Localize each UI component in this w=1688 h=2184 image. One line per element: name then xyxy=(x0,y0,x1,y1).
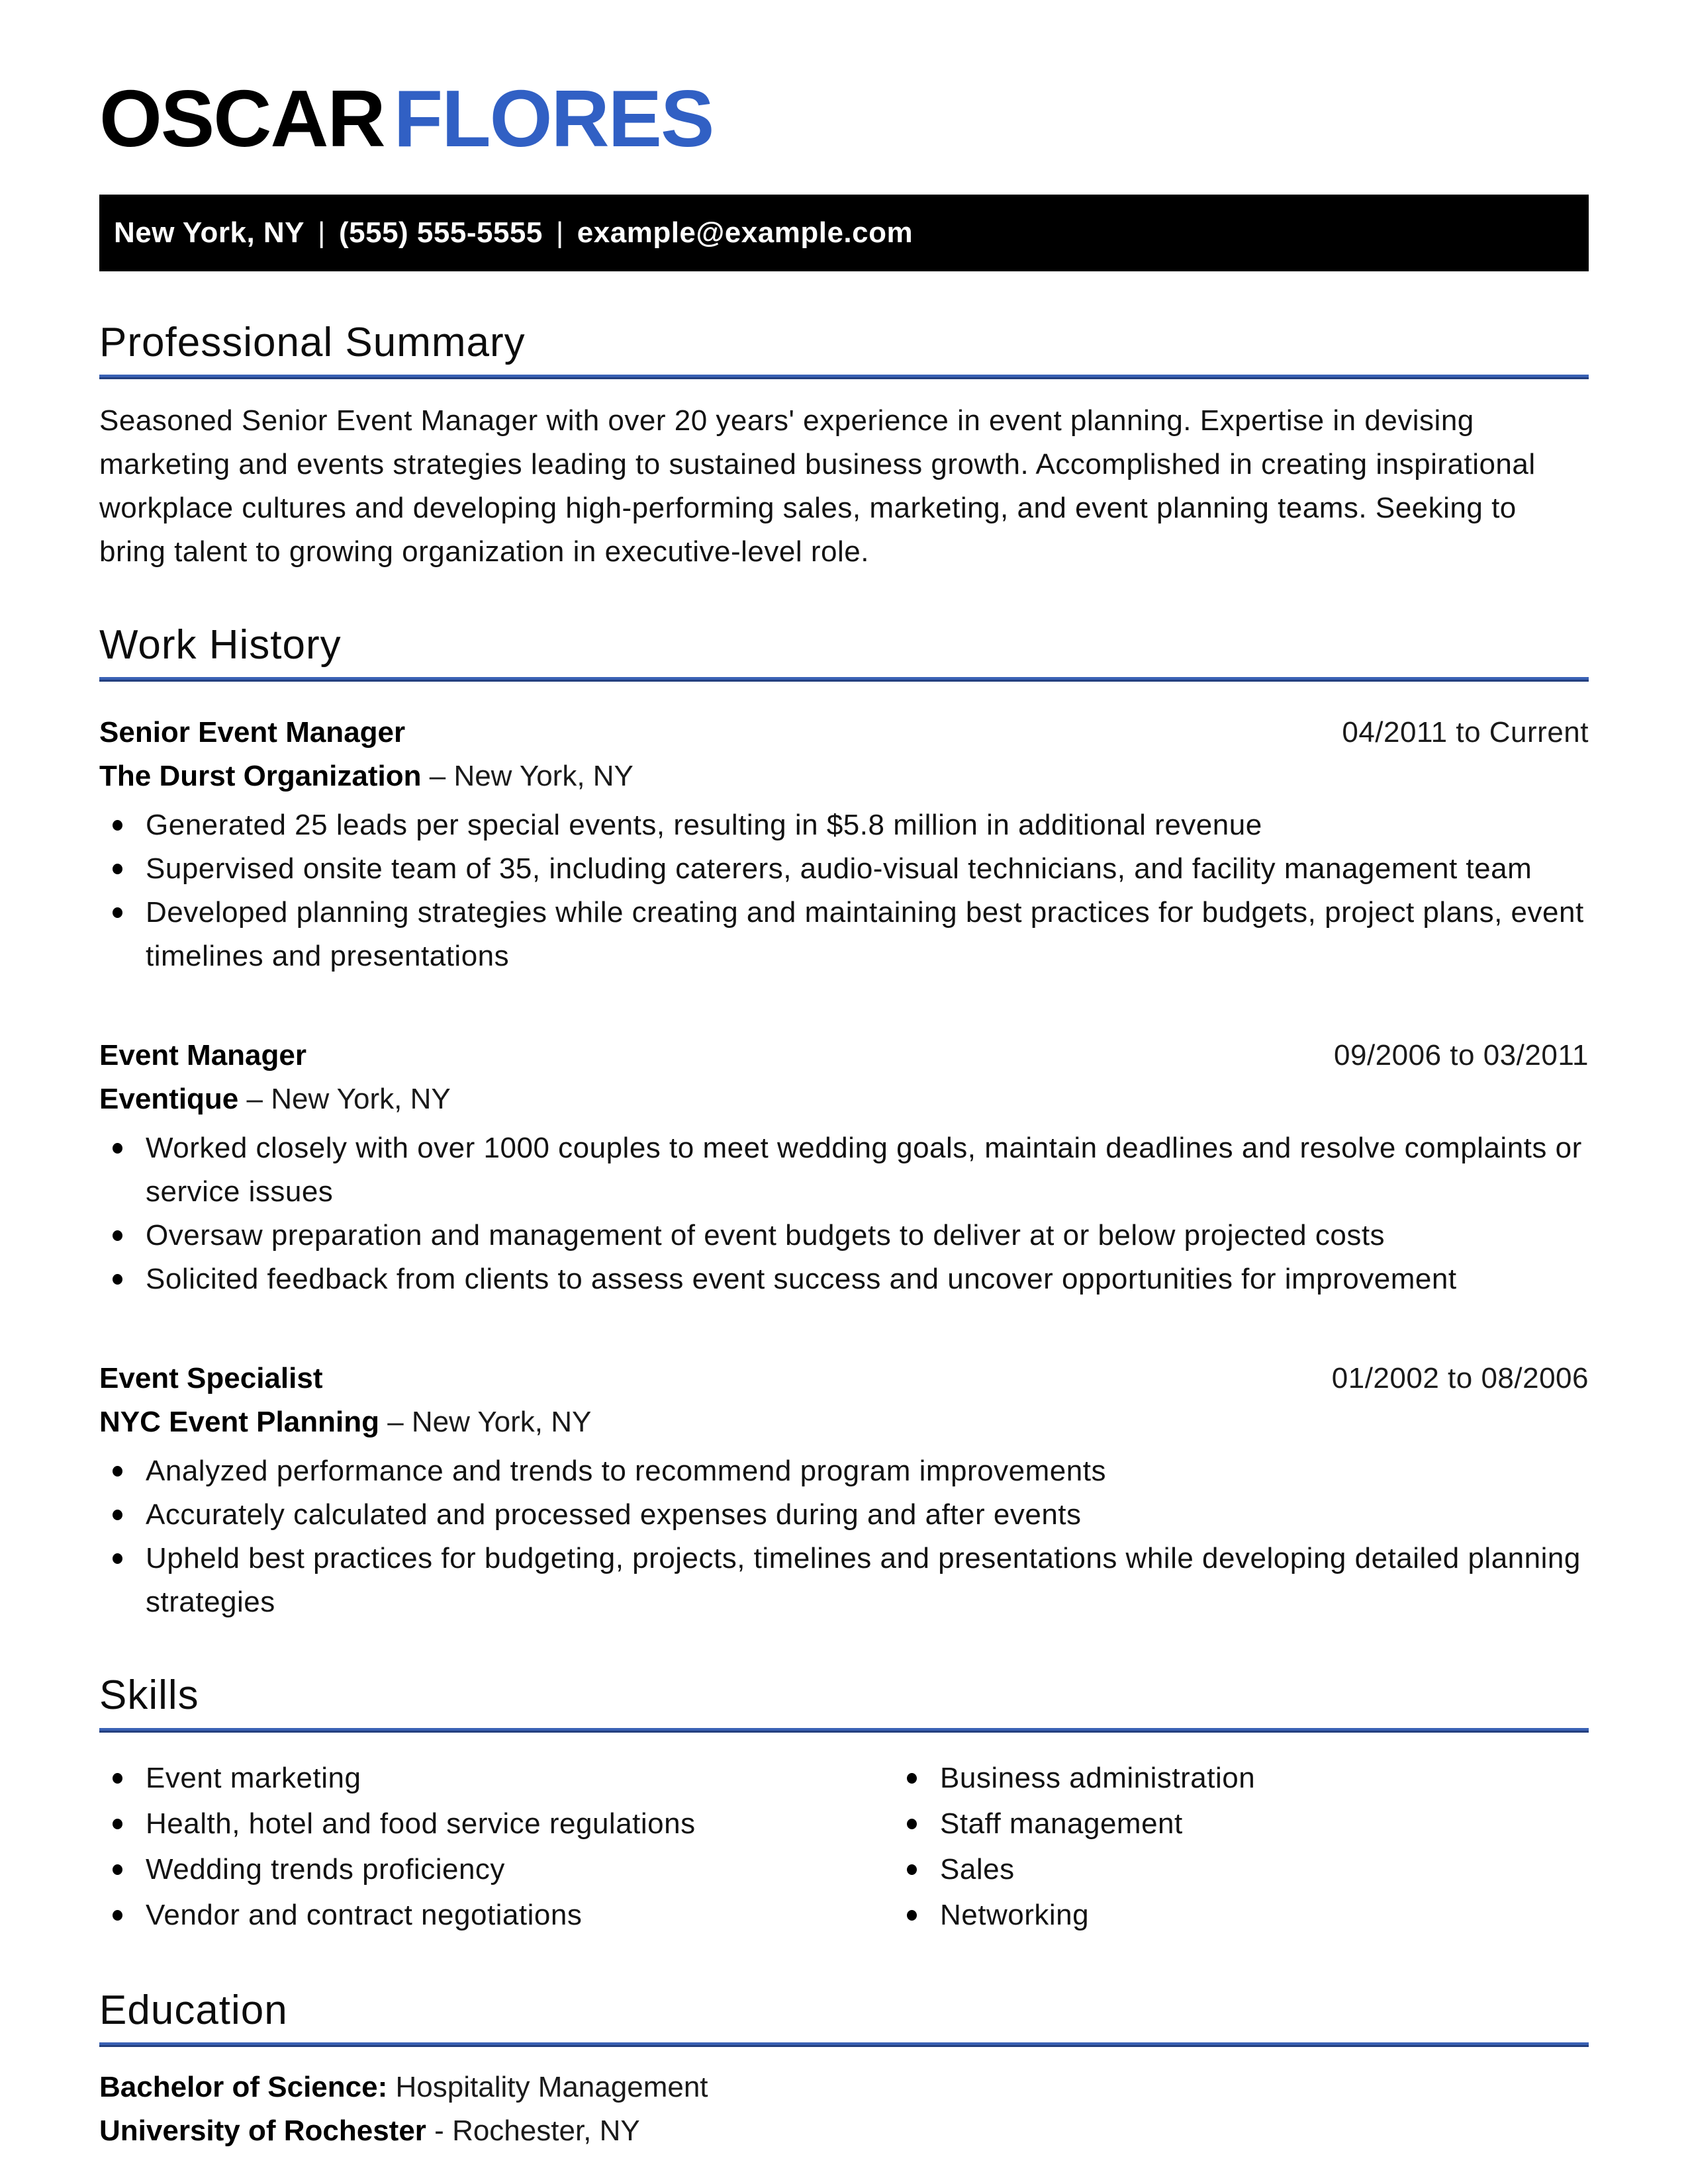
job-bullet: Oversaw preparation and management of event budgets to deliver at or below projected costs xyxy=(146,1214,1589,1257)
job-bullet: Upheld best practices for budgeting, projects, timelines and presentations while developing detailed planning strategies xyxy=(146,1537,1589,1624)
contact-separator: | xyxy=(318,216,326,249)
job-employer-line xyxy=(99,754,1589,798)
job-bullet-list xyxy=(99,1449,1589,1624)
job-title: Event Specialist xyxy=(99,1362,323,1395)
job-dates: 04/2011 to Current xyxy=(1342,716,1589,749)
job-header xyxy=(99,1357,1589,1400)
education-degree-field: Hospitality Management xyxy=(395,2070,708,2103)
employer-separator: – xyxy=(387,1406,404,1439)
education-school-location: Rochester, NY xyxy=(452,2114,640,2147)
skill-item: Vendor and contract negotiations xyxy=(146,1893,894,1937)
skill-item: Staff management xyxy=(940,1802,1589,1846)
skill-item: Business administration xyxy=(940,1756,1589,1800)
job-employer: The Durst Organization xyxy=(99,760,422,793)
job-list xyxy=(99,711,1589,1624)
job-header xyxy=(99,711,1589,754)
section-education xyxy=(99,1988,1589,2153)
job-dates: 01/2002 to 08/2006 xyxy=(1331,1362,1589,1395)
contact-location: New York, NY xyxy=(114,216,305,249)
skills-grid xyxy=(99,1756,1589,1939)
job-bullet: Accurately calculated and processed expenses during and after events xyxy=(146,1493,1589,1537)
employer-separator: – xyxy=(429,760,446,793)
job-entry-event-manager xyxy=(99,1034,1589,1301)
job-bullet-list xyxy=(99,803,1589,978)
job-title: Event Manager xyxy=(99,1039,306,1072)
education-entry xyxy=(99,2066,1589,2153)
section-skills xyxy=(99,1673,1589,1938)
section-title-education: Education xyxy=(99,1987,288,2033)
skills-column-right xyxy=(894,1756,1589,1939)
job-bullet: Developed planning strategies while creating and maintaining best practices for budgets, project plans, event timelines and presentations xyxy=(146,891,1589,978)
section-title-work-history: Work History xyxy=(99,622,342,668)
section-title-professional-summary: Professional Summary xyxy=(99,320,526,365)
section-professional-summary xyxy=(99,320,1589,574)
job-bullet: Generated 25 leads per special events, resulting in $5.8 million in additional revenue xyxy=(146,803,1589,847)
job-bullet: Supervised onsite team of 35, including caterers, audio-visual technicians, and facility management team xyxy=(146,847,1589,891)
job-bullet-list xyxy=(99,1126,1589,1301)
job-location: New York, NY xyxy=(453,760,633,793)
employer-separator: – xyxy=(246,1083,263,1116)
job-location: New York, NY xyxy=(411,1406,592,1439)
job-location: New York, NY xyxy=(271,1083,451,1116)
job-bullet: Solicited feedback from clients to assess event success and uncover opportunities for improvement xyxy=(146,1257,1589,1301)
skill-item: Wedding trends proficiency xyxy=(146,1848,894,1891)
candidate-last-name: FLORES xyxy=(393,73,714,163)
job-employer: NYC Event Planning xyxy=(99,1406,379,1439)
job-dates: 09/2006 to 03/2011 xyxy=(1334,1039,1589,1072)
job-bullet: Analyzed performance and trends to recommend program improvements xyxy=(146,1449,1589,1493)
section-rule xyxy=(99,375,1589,379)
skill-item: Event marketing xyxy=(146,1756,894,1800)
skill-item: Sales xyxy=(940,1848,1589,1891)
education-school-line xyxy=(99,2109,1589,2153)
skill-item: Networking xyxy=(940,1893,1589,1937)
education-school-separator: - xyxy=(434,2114,444,2147)
education-school: University of Rochester xyxy=(99,2114,426,2147)
section-rule xyxy=(99,2042,1589,2047)
contact-separator: | xyxy=(555,216,564,249)
job-header xyxy=(99,1034,1589,1077)
education-degree-line xyxy=(99,2066,1589,2109)
job-employer-line xyxy=(99,1400,1589,1444)
education-degree-label: Bachelor of Science: xyxy=(99,2070,388,2103)
summary-text: Seasoned Senior Event Manager with over 20 years' experience in event planning. Expertise in devising marketing and events strategies leading to sustained business growth. Accomplished in creating inspirational workplace cultures and developing high-performing sales, marketing, and event planning teams. Seeking to bring talent to growing organization in executive-level role. xyxy=(99,404,1536,569)
job-title: Senior Event Manager xyxy=(99,716,406,749)
skills-column-left xyxy=(99,1756,894,1939)
job-bullet: Worked closely with over 1000 couples to meet wedding goals, maintain deadlines and resolve complaints or service issues xyxy=(146,1126,1589,1214)
job-employer-line xyxy=(99,1077,1589,1121)
contact-email: example@example.com xyxy=(577,216,914,249)
job-employer: Eventique xyxy=(99,1083,239,1116)
job-entry-senior-event-manager xyxy=(99,711,1589,978)
section-title-skills: Skills xyxy=(99,1672,199,1719)
section-rule xyxy=(99,1728,1589,1733)
contact-phone: (555) 555-5555 xyxy=(338,216,543,249)
job-entry-event-specialist xyxy=(99,1357,1589,1624)
section-rule xyxy=(99,677,1589,682)
candidate-first-name: OSCAR xyxy=(99,73,385,163)
candidate-name xyxy=(99,73,1589,163)
section-work-history xyxy=(99,623,1589,1624)
skill-item: Health, hotel and food service regulations xyxy=(146,1802,894,1846)
contact-bar xyxy=(99,195,1589,271)
